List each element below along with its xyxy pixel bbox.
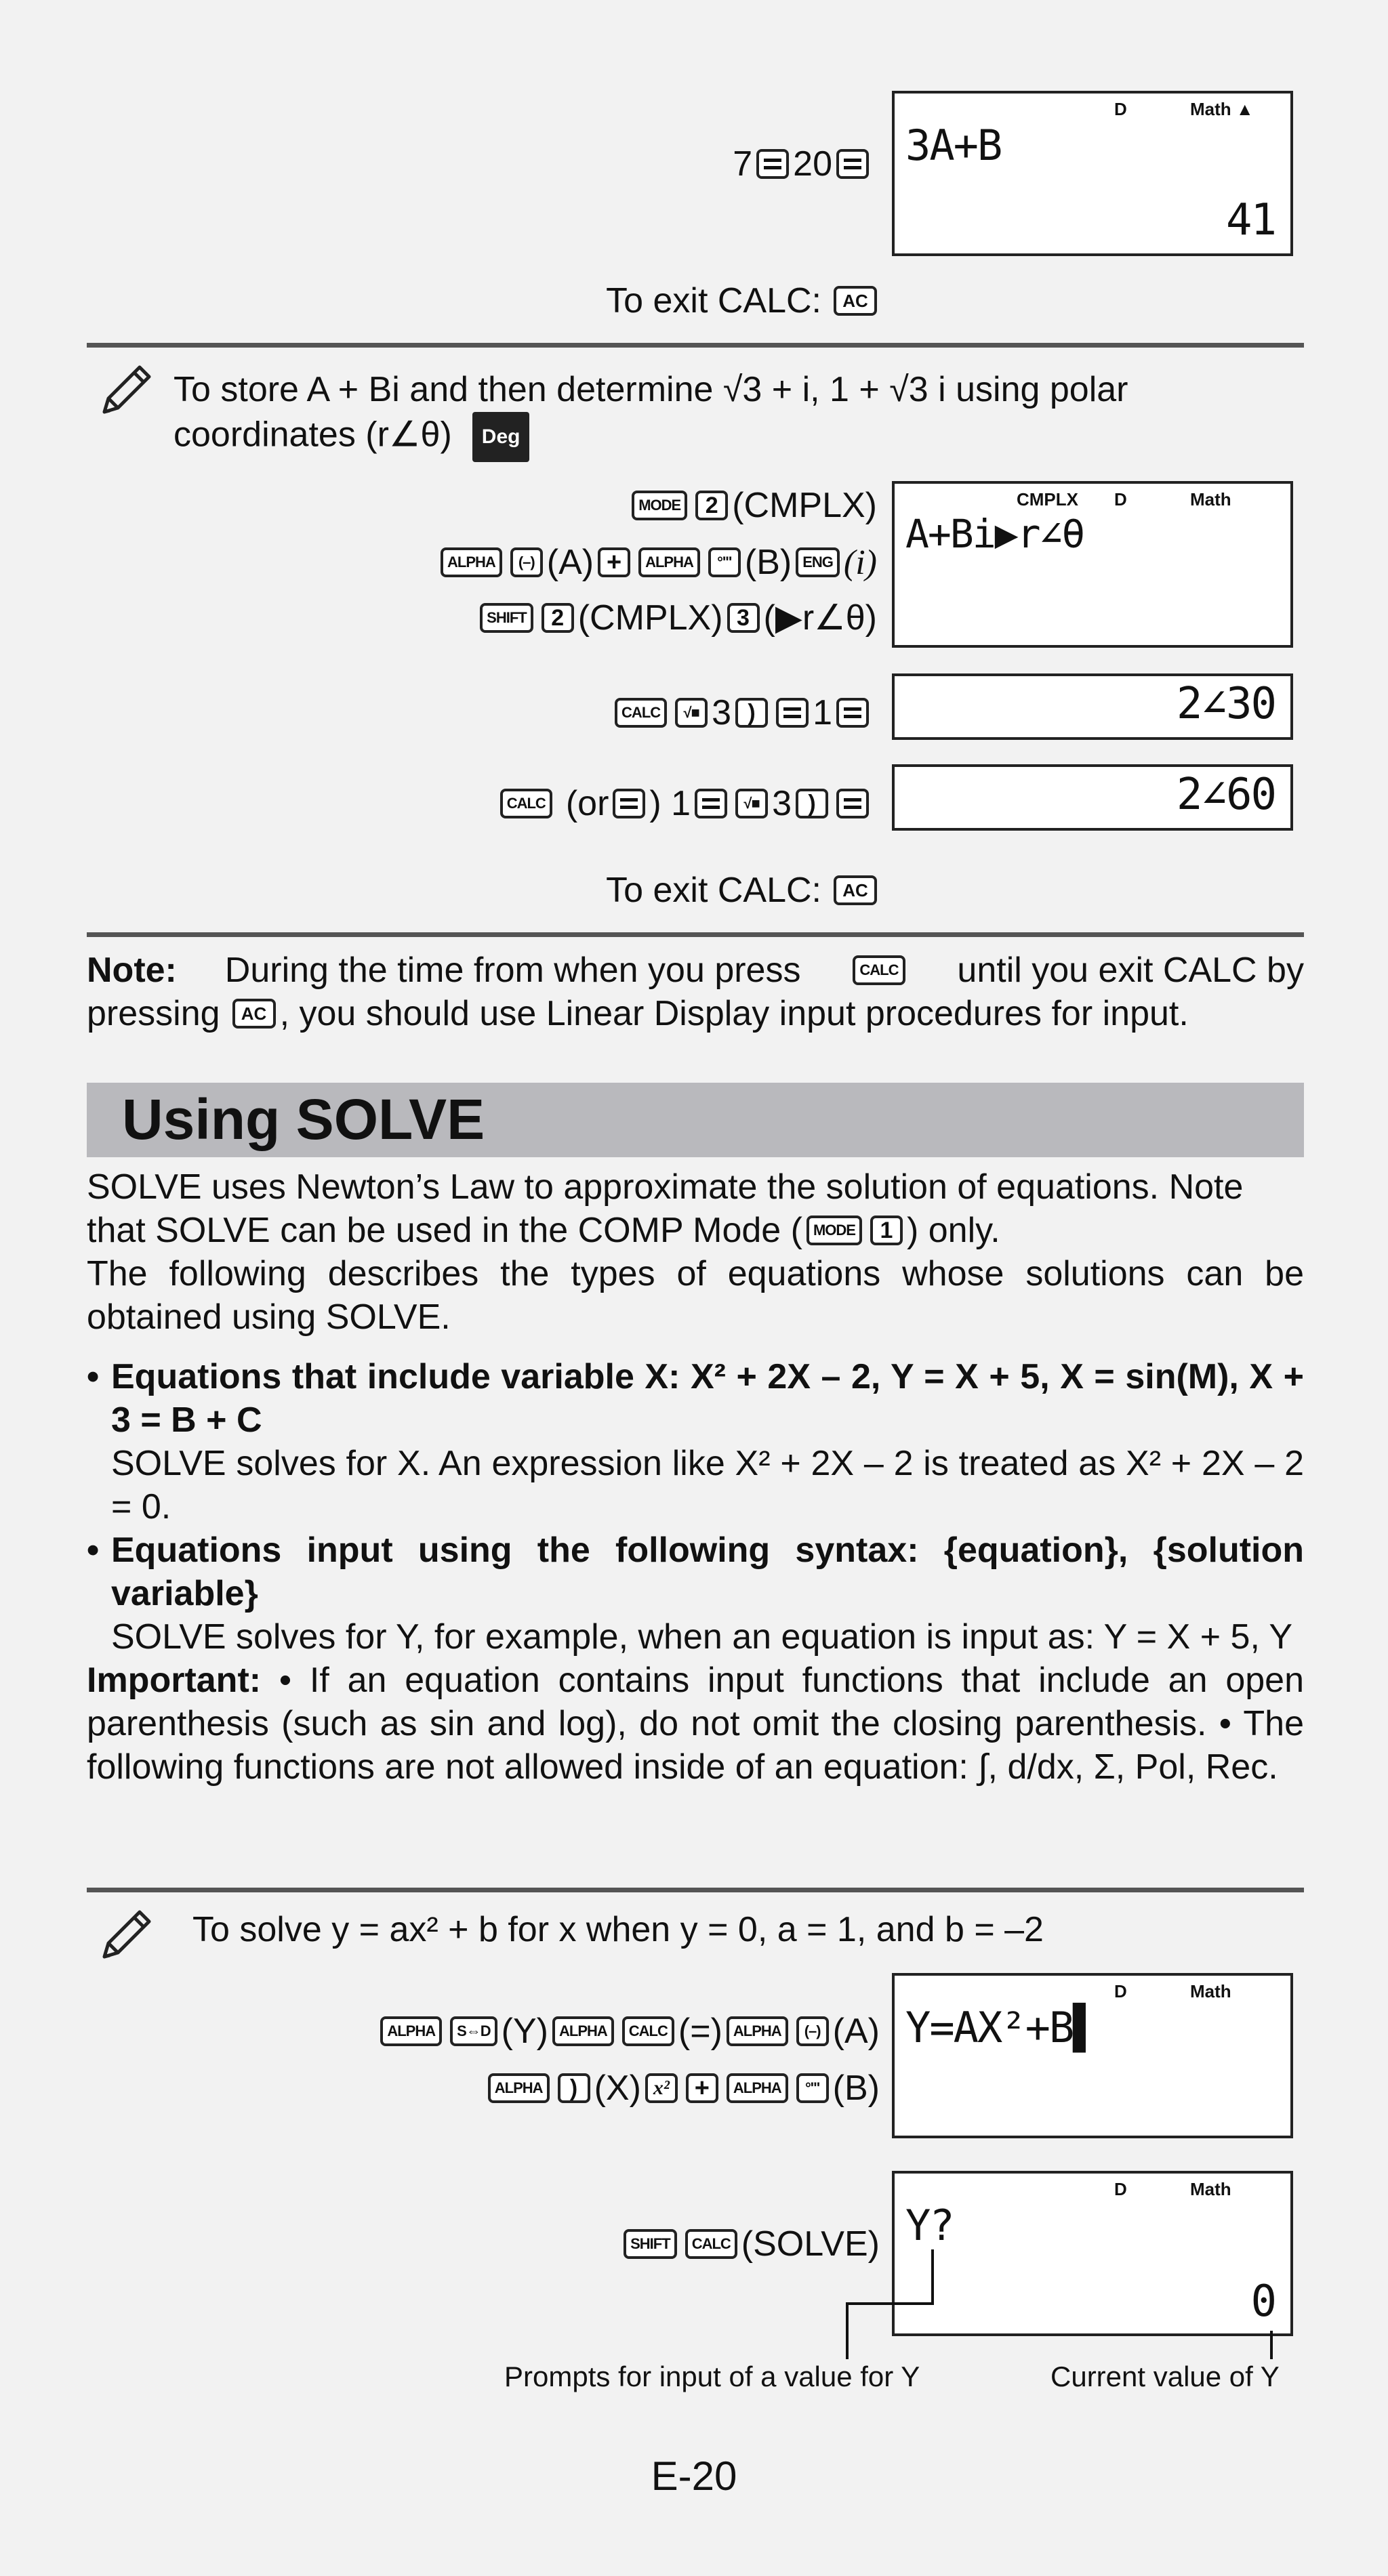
indicator-d: D bbox=[1114, 1981, 1127, 2001]
example1-line2-text: coordinates (r∠θ) bbox=[174, 415, 452, 455]
alpha-key[interactable]: ALPHA bbox=[727, 2016, 788, 2046]
indicator-math: Math ▲ bbox=[1190, 99, 1254, 119]
pencil-icon bbox=[95, 359, 156, 420]
calculator-screen-equation bbox=[892, 1973, 1293, 2138]
screen-input: 3A+B bbox=[905, 121, 1002, 170]
digit-2-key[interactable]: 2 bbox=[695, 491, 728, 520]
bullet2-title: Equations input using the following syntax: {equation}, {solution variable} bbox=[111, 1531, 1304, 1613]
x-squared-key[interactable]: x² bbox=[645, 2073, 678, 2103]
close-label: ) 1 bbox=[649, 784, 691, 823]
equals-key[interactable] bbox=[776, 698, 809, 728]
calc-key[interactable]: CALC bbox=[853, 955, 905, 985]
shift-key[interactable]: SHIFT bbox=[624, 2229, 677, 2259]
close-paren-key[interactable]: ) bbox=[735, 698, 768, 728]
screen-value: 0 bbox=[1250, 2277, 1275, 2327]
close-paren-key[interactable]: ) bbox=[796, 789, 828, 818]
note-line2 bbox=[87, 992, 1304, 1035]
x-label: (X) bbox=[594, 2069, 641, 2108]
bullet-list bbox=[87, 1355, 1304, 1789]
or-label: (or bbox=[565, 784, 609, 823]
digit-text: 3 bbox=[772, 784, 792, 823]
example1-title bbox=[174, 367, 1128, 462]
intro-line2 bbox=[87, 1209, 1304, 1252]
a-label: (A) bbox=[832, 2012, 880, 2051]
y-label: (Y) bbox=[501, 2012, 548, 2051]
indicator-math: Math bbox=[1190, 489, 1231, 510]
example2-row2 bbox=[484, 2068, 880, 2108]
example1-step5 bbox=[496, 783, 873, 824]
deg-badge: Deg bbox=[472, 412, 530, 462]
screen-result: 2∠60 bbox=[1176, 770, 1275, 820]
exit-calc-line-2 bbox=[606, 870, 881, 911]
example2-title: To solve y = ax² + b for x when y = 0, a = 1, and b = –2 bbox=[192, 1910, 1044, 1949]
sd-key[interactable]: S⇔D bbox=[450, 2016, 497, 2046]
example1-step4 bbox=[611, 692, 873, 733]
indicator-d: D bbox=[1114, 2179, 1127, 2199]
alpha-key[interactable]: ALPHA bbox=[638, 547, 700, 577]
bullet2-body: SOLVE solves for Y, for example, when an equation is input as: Y = X + 5, Y bbox=[111, 1617, 1293, 1657]
alpha-key[interactable]: ALPHA bbox=[488, 2073, 550, 2103]
polar-label: (▶r∠θ) bbox=[763, 598, 877, 638]
indicator-d: D bbox=[1114, 99, 1127, 119]
bullet1-body: SOLVE solves for X. An expression like X² + 2X – 2 is treated as X² + 2X – 2 = 0. bbox=[111, 1444, 1304, 1526]
equals-key[interactable] bbox=[613, 789, 645, 818]
note-text1: During the time from when you press bbox=[224, 951, 801, 990]
calc-key[interactable]: CALC bbox=[500, 789, 552, 818]
dms-key[interactable]: °'" bbox=[708, 547, 741, 577]
alpha-key[interactable]: ALPHA bbox=[727, 2073, 788, 2103]
ac-key[interactable]: AC bbox=[834, 286, 877, 316]
caption-current-value: Current value of Y bbox=[1050, 2361, 1280, 2392]
ac-key[interactable]: AC bbox=[834, 875, 877, 905]
sqrt-key[interactable]: √■ bbox=[735, 789, 768, 818]
example1-line2 bbox=[174, 412, 1128, 462]
equals-key[interactable] bbox=[695, 789, 727, 818]
section-title: Using SOLVE bbox=[122, 1087, 485, 1151]
digit-text: 7 bbox=[733, 144, 753, 184]
alpha-key[interactable]: ALPHA bbox=[552, 2016, 614, 2046]
plus-key[interactable]: + bbox=[686, 2073, 718, 2103]
intro-text: that SOLVE can be used in the COMP Mode ( bbox=[87, 1211, 802, 1250]
divider bbox=[87, 932, 1304, 937]
screen-input: Y=AX²+B▌ bbox=[905, 2003, 1097, 2052]
example1-step3 bbox=[476, 598, 877, 638]
cmplx-label: (CMPLX) bbox=[732, 486, 877, 525]
intro-text-end: ) only. bbox=[906, 1211, 1000, 1250]
digit-text: 3 bbox=[712, 693, 732, 732]
exit-label: To exit CALC: bbox=[606, 871, 821, 910]
example1-step1 bbox=[628, 485, 877, 526]
i-label: (i) bbox=[843, 543, 877, 582]
callout-lines bbox=[813, 2236, 1301, 2371]
shift-key[interactable]: SHIFT bbox=[480, 603, 533, 633]
important-text: • If an equation contains input functions that include an open parenthesis (such as sin and log), do not omit the closing parenthesis. • The following functions are not allowed inside of an equation: ∫, d/dx, Σ, Pol, Rec. bbox=[87, 1661, 1304, 1787]
example1-line1: To store A + Bi and then determine √3 + i, 1 + √3 i using polar bbox=[174, 370, 1128, 409]
alpha-key[interactable]: ALPHA bbox=[380, 2016, 442, 2046]
note-text2: until you exit CALC by bbox=[957, 951, 1304, 990]
equals-label: (=) bbox=[678, 2012, 722, 2051]
note-paragraph bbox=[87, 949, 1304, 1035]
plus-key[interactable]: + bbox=[598, 547, 630, 577]
mode-key[interactable]: MODE bbox=[632, 491, 687, 520]
exit-calc-line bbox=[606, 281, 881, 321]
note-label: Note: bbox=[87, 951, 177, 990]
digit-text: 20 bbox=[793, 144, 832, 184]
solve-intro bbox=[87, 1165, 1304, 1339]
note-text3: pressing bbox=[87, 994, 220, 1033]
dms-key[interactable]: °'" bbox=[796, 2073, 829, 2103]
screen-result: 2∠30 bbox=[1176, 679, 1275, 729]
screen-result: 41 bbox=[1225, 195, 1275, 245]
note-line1 bbox=[87, 949, 1304, 992]
equals-key[interactable] bbox=[836, 698, 869, 728]
intro-line1: SOLVE uses Newton’s Law to approximate the solution of equations. Note bbox=[87, 1167, 1244, 1207]
negative-key[interactable]: (–) bbox=[510, 547, 543, 577]
important-paragraph bbox=[87, 1659, 1304, 1789]
negative-key[interactable]: (–) bbox=[796, 2016, 829, 2046]
calculator-screen-top bbox=[892, 91, 1293, 256]
cmplx-label: (CMPLX) bbox=[577, 598, 723, 638]
indicator-math: Math bbox=[1190, 2179, 1231, 2199]
calc-key[interactable]: CALC bbox=[685, 2229, 737, 2259]
indicator-math: Math bbox=[1190, 1981, 1231, 2001]
sqrt-key[interactable]: √■ bbox=[675, 698, 708, 728]
screen-prompt: Y? bbox=[905, 2201, 954, 2250]
alpha-key[interactable]: ALPHA bbox=[441, 547, 502, 577]
calculator-screen-result1 bbox=[892, 673, 1293, 740]
bullet1-title: Equations that include variable X: X² + 2X – 2, Y = X + 5, X = sin(M), X + 3 = B + C bbox=[111, 1357, 1304, 1440]
indicator-d: D bbox=[1114, 489, 1127, 510]
calc-key[interactable]: CALC bbox=[622, 2016, 674, 2046]
bullet-item bbox=[87, 1529, 1304, 1659]
digit-1-key[interactable]: 1 bbox=[870, 1216, 903, 1245]
calculator-screen-polar bbox=[892, 481, 1293, 648]
indicator-cmplx: CMPLX bbox=[1017, 489, 1078, 510]
pencil-icon bbox=[95, 1904, 156, 1965]
exit-label: To exit CALC: bbox=[606, 281, 821, 320]
calc-key[interactable]: CALC bbox=[615, 698, 667, 728]
divider bbox=[87, 1888, 1304, 1892]
example1-step2 bbox=[436, 542, 877, 583]
calculator-screen-result2 bbox=[892, 764, 1293, 831]
b-label: (B) bbox=[832, 2069, 880, 2108]
a-label: (A) bbox=[546, 543, 594, 582]
intro-paragraph2: The following describes the types of equations whose solutions can be obtained using SOLVE. bbox=[87, 1254, 1304, 1337]
key-sequence-top bbox=[733, 144, 873, 184]
bullet-item bbox=[87, 1355, 1304, 1529]
equals-key[interactable] bbox=[756, 149, 789, 179]
screen-input: A+Bi▶r∠θ bbox=[905, 511, 1084, 557]
eng-key[interactable]: ENG bbox=[796, 547, 840, 577]
important-label: Important: bbox=[87, 1661, 262, 1700]
solve-label: (SOLVE) bbox=[741, 2224, 880, 2264]
b-label: (B) bbox=[744, 543, 792, 582]
ac-key[interactable]: AC bbox=[232, 999, 276, 1029]
digit-text: 1 bbox=[813, 693, 832, 732]
bullet-dot: • bbox=[87, 1531, 100, 1570]
equals-key[interactable] bbox=[836, 789, 869, 818]
bullet-dot: • bbox=[87, 1357, 100, 1396]
page-number: E-20 bbox=[651, 2453, 737, 2499]
note-text4: , you should use Linear Display input procedures for input. bbox=[279, 994, 1189, 1033]
digit-2-key[interactable]: 2 bbox=[542, 603, 574, 633]
caption-prompt: Prompts for input of a value for Y bbox=[504, 2361, 920, 2392]
equals-key[interactable] bbox=[836, 149, 869, 179]
close-paren-key[interactable]: ) bbox=[558, 2073, 590, 2103]
digit-3-key[interactable]: 3 bbox=[727, 603, 760, 633]
divider bbox=[87, 343, 1304, 348]
mode-key[interactable]: MODE bbox=[807, 1216, 862, 1245]
example2-row1 bbox=[376, 2011, 880, 2052]
